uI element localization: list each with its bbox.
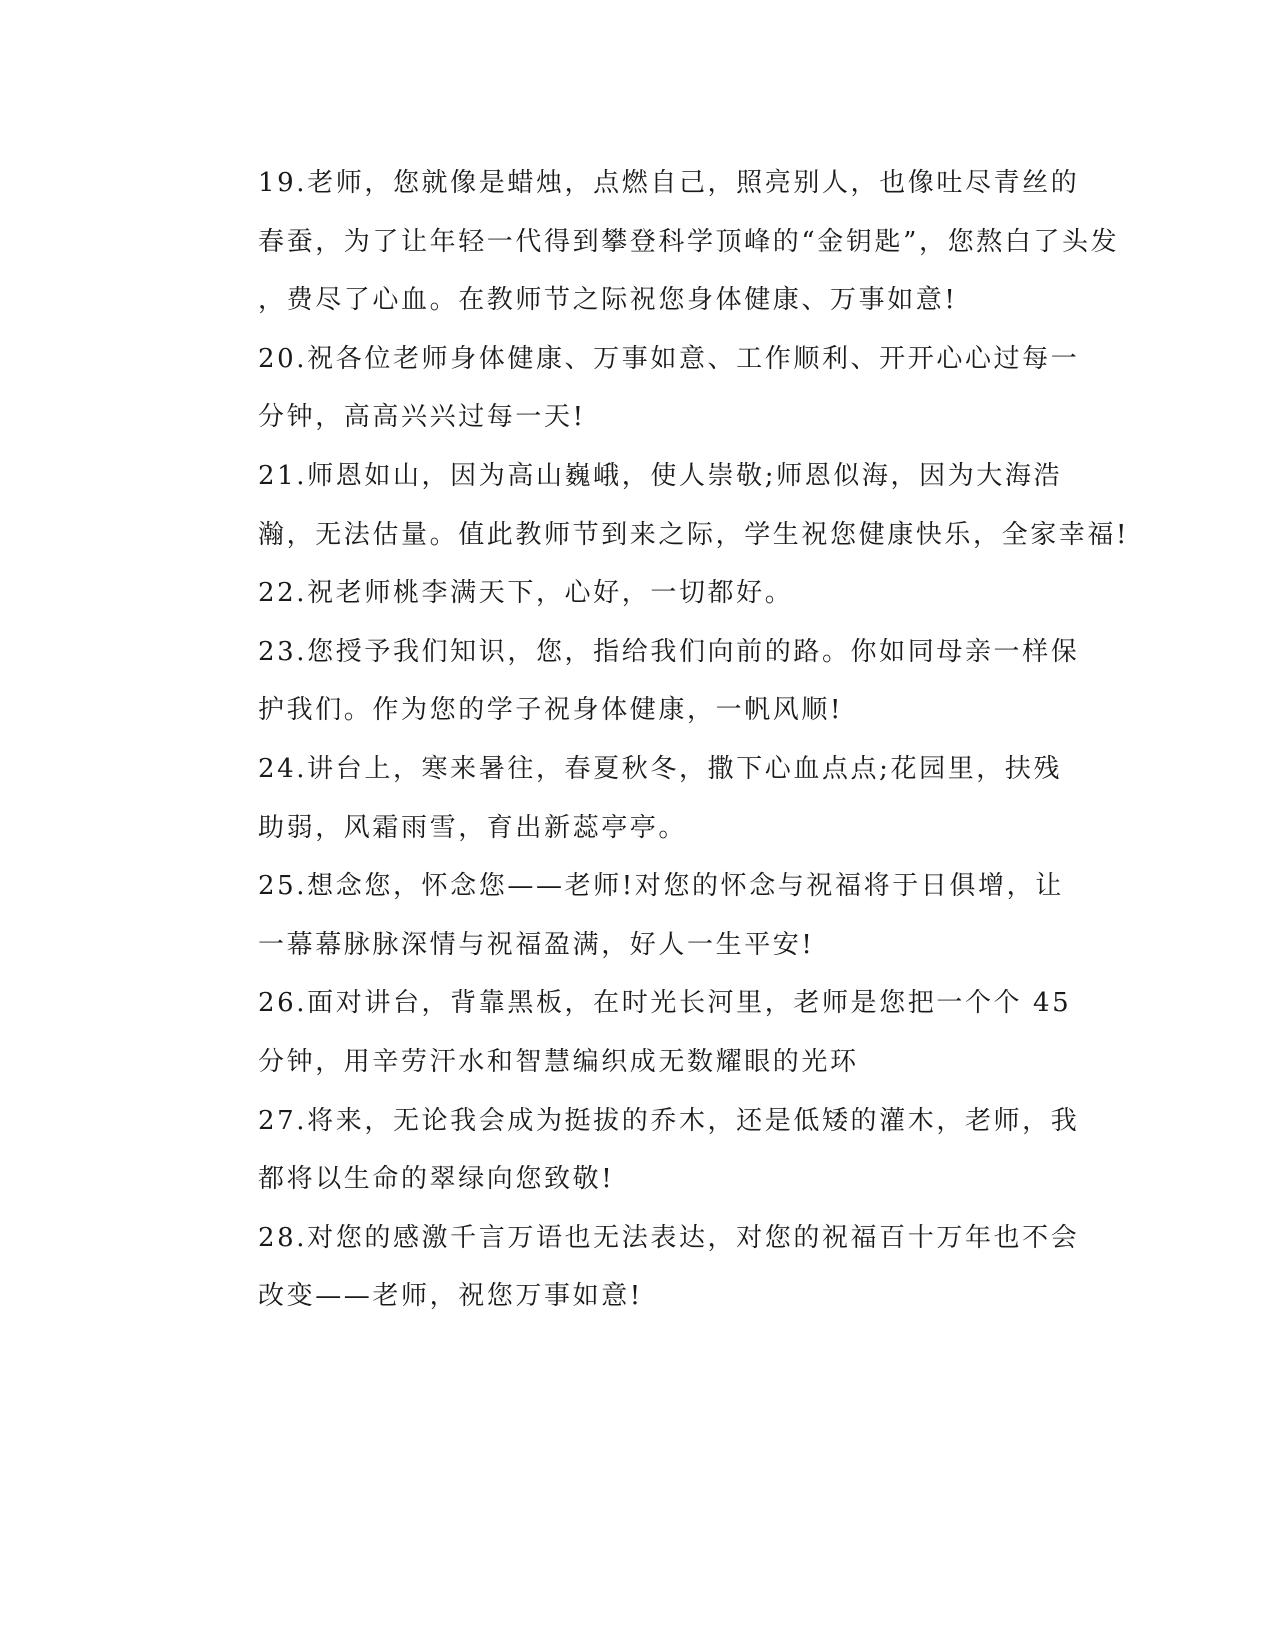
document-body xyxy=(187,154,1130,1326)
paragraph-23 xyxy=(187,623,1081,740)
paragraph-27 xyxy=(187,1092,1081,1209)
paragraph-line: 25.想念您，怀念您——老师!对您的怀念与祝福将于日俱增，让 xyxy=(258,871,1064,902)
paragraph-26 xyxy=(187,974,1081,1091)
paragraph-line: 瀚，无法估量。值此教师节到来之际，学生祝您健康快乐，全家幸福! xyxy=(258,519,1130,550)
paragraph-line: 分钟，用辛劳汗水和智慧编织成无数耀眼的光环 xyxy=(258,1046,859,1077)
paragraph-line: 助弱，风霜雨雪，育出新蕊亭亭。 xyxy=(258,812,688,843)
paragraph-line: 都将以生命的翠绿向您致敬! xyxy=(258,1164,615,1195)
paragraph-22 xyxy=(187,564,1081,623)
paragraph-line: 19.老师，您就像是蜡烛，点燃自己，照亮别人，也像吐尽青丝的 xyxy=(258,168,1080,198)
paragraph-line: 27.将来，无论我会成为挺拔的乔木，还是低矮的灌木，老师，我 xyxy=(258,1105,1080,1136)
paragraph-20 xyxy=(187,330,1081,447)
paragraph-line: 22.祝老师桃李满天下，心好，一切都好。 xyxy=(258,578,794,609)
paragraph-21 xyxy=(187,447,1130,564)
paragraph-line: 一幕幕脉脉深情与祝福盈满，好人一生平安! xyxy=(258,929,815,960)
paragraph-28 xyxy=(187,1209,1081,1326)
paragraph-line: 分钟，高高兴兴过每一天! xyxy=(258,402,586,433)
paragraph-25 xyxy=(187,857,1081,974)
paragraph-line: 春蚕，为了让年轻一代得到攀登科学顶峰的“金钥匙”，您熬白了头发 xyxy=(258,226,1120,257)
paragraph-line: 20.祝各位老师身体健康、万事如意、工作顺利、开开心心过每一 xyxy=(258,343,1080,374)
paragraph-24 xyxy=(187,740,1081,857)
paragraph-19 xyxy=(187,154,1120,330)
paragraph-line: 23.您授予我们知识，您，指给我们向前的路。你如同母亲一样保 xyxy=(258,636,1080,667)
paragraph-line: 改变——老师，祝您万事如意! xyxy=(258,1281,643,1312)
paragraph-line: 21.师恩如山，因为高山巍峨，使人崇敬;师恩似海，因为大海浩 xyxy=(258,460,1063,491)
paragraph-line: ，费尽了心血。在教师节之际祝您身体健康、万事如意! xyxy=(258,285,958,316)
paragraph-line: 26.面对讲台，背靠黑板，在时光长河里，老师是您把一个个 45 xyxy=(258,988,1072,1019)
paragraph-line: 28.对您的感激千言万语也无法表达，对您的祝福百十万年也不会 xyxy=(258,1222,1080,1253)
paragraph-line: 24.讲台上，寒来暑往，春夏秋冬，撒下心血点点;花园里，扶残 xyxy=(258,753,1063,784)
paragraph-line: 护我们。作为您的学子祝身体健康，一帆风顺! xyxy=(258,695,844,726)
